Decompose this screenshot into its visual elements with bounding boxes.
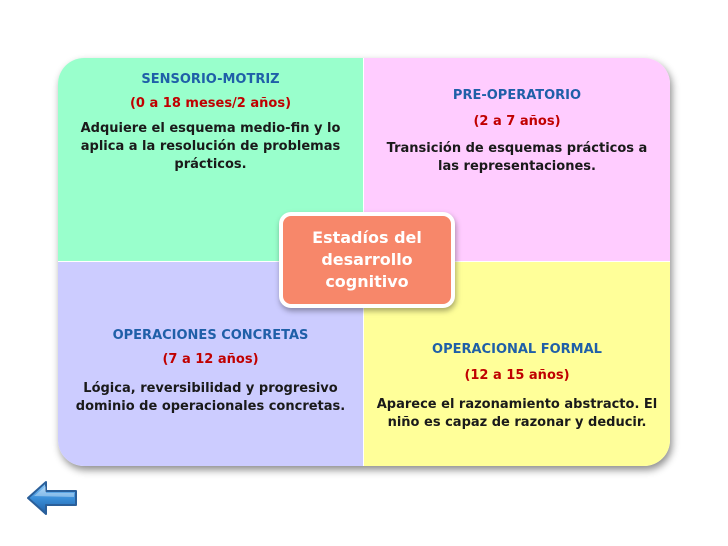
quadrant-age-range: (12 a 15 años): [464, 368, 570, 383]
quadrant-age-range: (0 a 18 meses/2 años): [129, 96, 292, 111]
quadrant-description: Lógica, reversibilidad y progresivo dominio de operacionales concretas.: [75, 381, 346, 414]
center-label: Estadíos del desarrollo cognitivo: [312, 228, 422, 291]
quadrant-title: SENSORIO-MOTRIZ: [141, 72, 280, 87]
quadrant-age-range: (7 a 12 años): [162, 352, 259, 367]
quadrant-age-range: (2 a 7 años): [473, 114, 561, 129]
quadrant-title: OPERACIONES CONCRETAS: [112, 328, 309, 343]
quadrant-title: OPERACIONAL FORMAL: [432, 342, 602, 357]
quadrant-description: Adquiere el esquema medio-fin y lo aplica a la resolución de problemas prácticos.: [80, 121, 341, 172]
quadrant-description: Transición de esquemas prácticos a las representaciones.: [386, 141, 648, 174]
quadrant-description: Aparece el razonamiento abstracto. El niño es capaz de razonar y deducir.: [376, 397, 658, 430]
center-label-box: [279, 212, 455, 308]
quadrant-title: PRE-OPERATORIO: [452, 88, 582, 103]
back-button[interactable]: [24, 478, 80, 518]
left-arrow-icon: [24, 478, 80, 518]
